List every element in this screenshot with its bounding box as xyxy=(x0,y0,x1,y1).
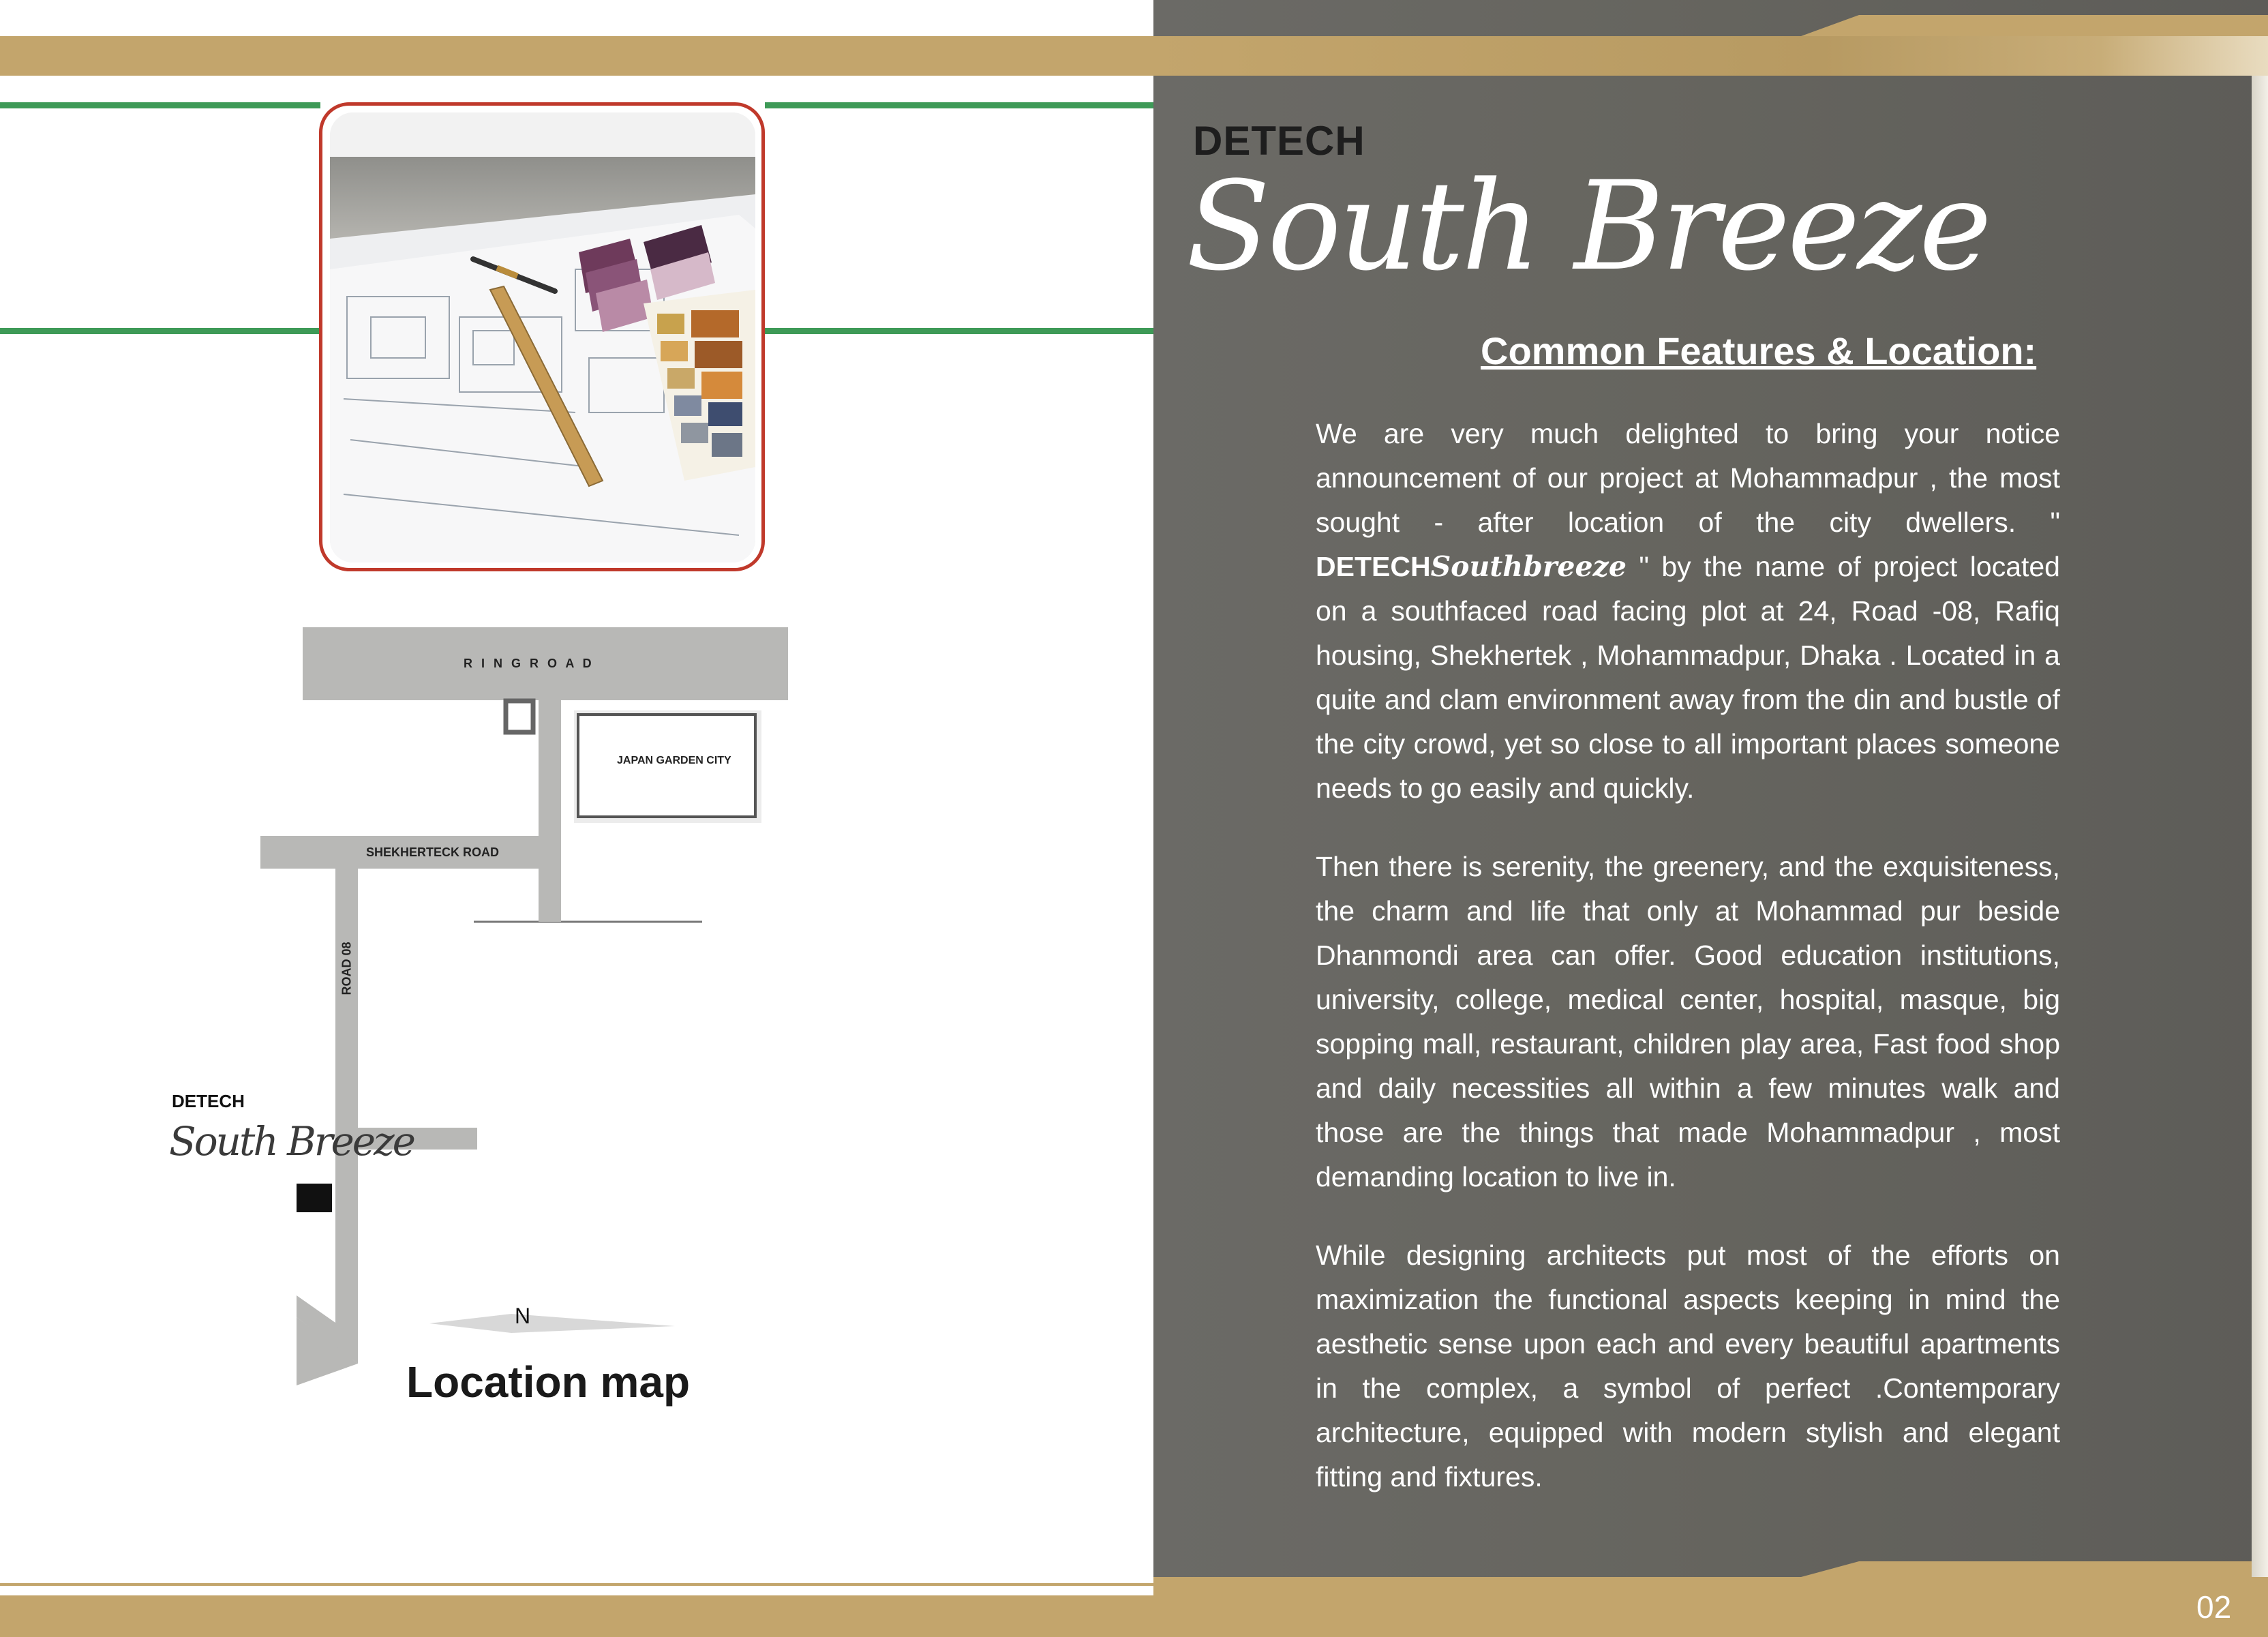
japan-garden-city-label: JAPAN GARDEN CITY xyxy=(617,755,731,766)
shekherteck-road-label: SHEKHERTECK ROAD xyxy=(366,845,500,859)
green-line-bottom-right xyxy=(765,328,1153,334)
paragraph-design: While designing architects put most of the efforts on maximization the functional aspects keeping in mind the aesthetic sense upon each and every beautiful apartments in the complex, a symbol of perfect .Contemporary architecture, equipped with modern stylish and elegant fitting and fixtures. xyxy=(1316,1240,2060,1492)
marker-company-label: DETECH xyxy=(172,1091,245,1111)
features-heading: Common Features & Location: xyxy=(1481,329,2037,372)
road-08-label: ROAD 08 xyxy=(339,942,354,995)
blueprint-photo xyxy=(330,112,755,562)
brand-project-logo: South Breeze xyxy=(1186,155,1989,298)
north-label: N xyxy=(515,1304,531,1328)
panel-page-edge xyxy=(2252,76,2268,1577)
green-line-bottom-left xyxy=(0,328,320,334)
brand-company: DETECH xyxy=(1193,118,1365,164)
paragraph-surroundings: Then there is serenity, the greenery, and the exquisiteness, the charm and life that only at Mohammad pur beside Dhanmondi area can offer. Good education institutions, university, college, medical center, hospital, masque, big sopping mall, restaurant, children play area, Fast food shop and daily necessities all within a few minutes walk and those are the things that made Mohammadpur , most demanding location to live in. xyxy=(1316,851,2060,1192)
road-network xyxy=(157,614,804,1432)
location-map xyxy=(157,614,804,1432)
paragraph-intro: We are very much delighted to bring your notice announcement of our project at Mohammadpur , the most sought - after location of the city dwellers. " DETECHSouthbreeze " by the name of project located on a southfaced road facing plot at 24, Road -08, Rafiq housing, Shekhertek , Mohammadpur, Dhaka . Located in a quite and clam environment away from the din and bustle of the city crowd, yet so close to all important places someone needs to go easily and quickly. xyxy=(1316,418,2060,804)
page-number: 02 xyxy=(2196,1589,2232,1625)
ring-road-label: R I N G R O A D xyxy=(464,657,594,670)
marker-project-logo: South Breeze xyxy=(169,1118,414,1165)
green-line-top-right xyxy=(765,102,1153,108)
location-map-title: Location map xyxy=(406,1357,691,1407)
green-line-top-left xyxy=(0,102,320,108)
